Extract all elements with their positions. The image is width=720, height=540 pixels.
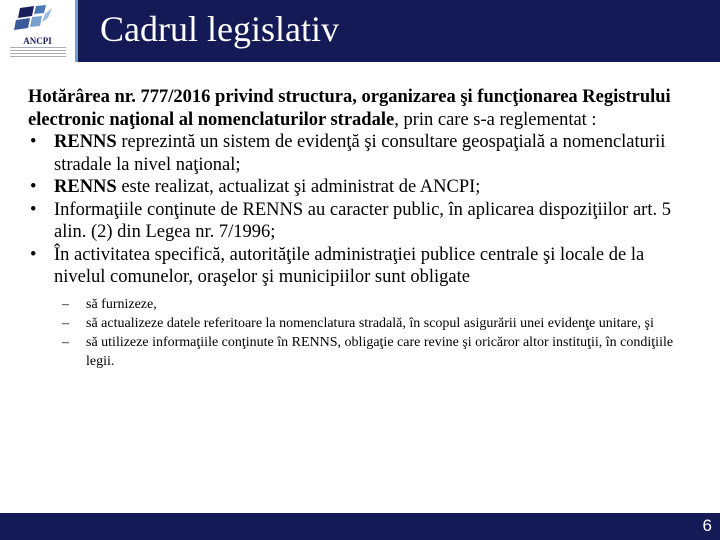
sub-bullet-item: – să utilizeze informaţiile conţinute în RENNS, obligaţie care revine şi oricăror altor instituţii, în condiţiile legii. xyxy=(28,333,698,371)
footer-bar xyxy=(0,513,720,540)
bullet-text: În activitatea specifică, autorităţile administraţiei publice centrale şi locale de la nivelul comunelor, oraşelor şi municipiilor sunt obligate xyxy=(54,244,645,287)
sub-bullet-item: – să actualizeze datele referitoare la nomenclatura stradală, în scopul asigurării unei evidenţe unitare, şi xyxy=(28,314,698,333)
bullet-text: este realizat, actualizat şi administrat de ANCPI; xyxy=(116,177,481,197)
intro-rest: , prin care s-a reglementat : xyxy=(394,109,597,130)
bullet-item xyxy=(28,176,698,199)
bullet-bold: RENNS xyxy=(54,132,117,152)
sub-bullet-item: – să furnizeze, xyxy=(28,295,698,314)
logo-mark-icon xyxy=(12,4,62,36)
slide-title: Cadrul legislativ xyxy=(100,9,339,49)
bullet-text: Informaţiile conţinute de RENNS au caracter public, în aplicarea dispoziţiilor art. 5 alin. (2) din Legea nr. 7/1996; xyxy=(54,199,671,242)
page-number: 6 xyxy=(702,516,712,535)
bullet-list xyxy=(28,131,698,371)
ancpi-logo xyxy=(0,0,75,62)
intro-paragraph xyxy=(28,86,698,131)
title-bar xyxy=(78,0,720,62)
bullet-item xyxy=(28,131,698,176)
logo-text: ANCPI xyxy=(23,36,52,46)
bullet-text: reprezintă un sistem de evidenţă şi consultare geospaţială a nomenclaturii stradale la nivel naţional; xyxy=(54,132,666,175)
sub-bullet-list xyxy=(28,295,698,371)
bullet-item xyxy=(28,244,698,371)
bullet-bold: RENNS xyxy=(54,177,117,197)
intro-bold: Hotărârea nr. 777/2016 privind structura, organizarea şi funcţionarea Registrului electronic naţional al nomenclaturilor stradale xyxy=(28,87,671,130)
bullet-item xyxy=(28,199,698,244)
slide-body xyxy=(28,86,698,371)
logo-subtitle xyxy=(10,47,66,59)
